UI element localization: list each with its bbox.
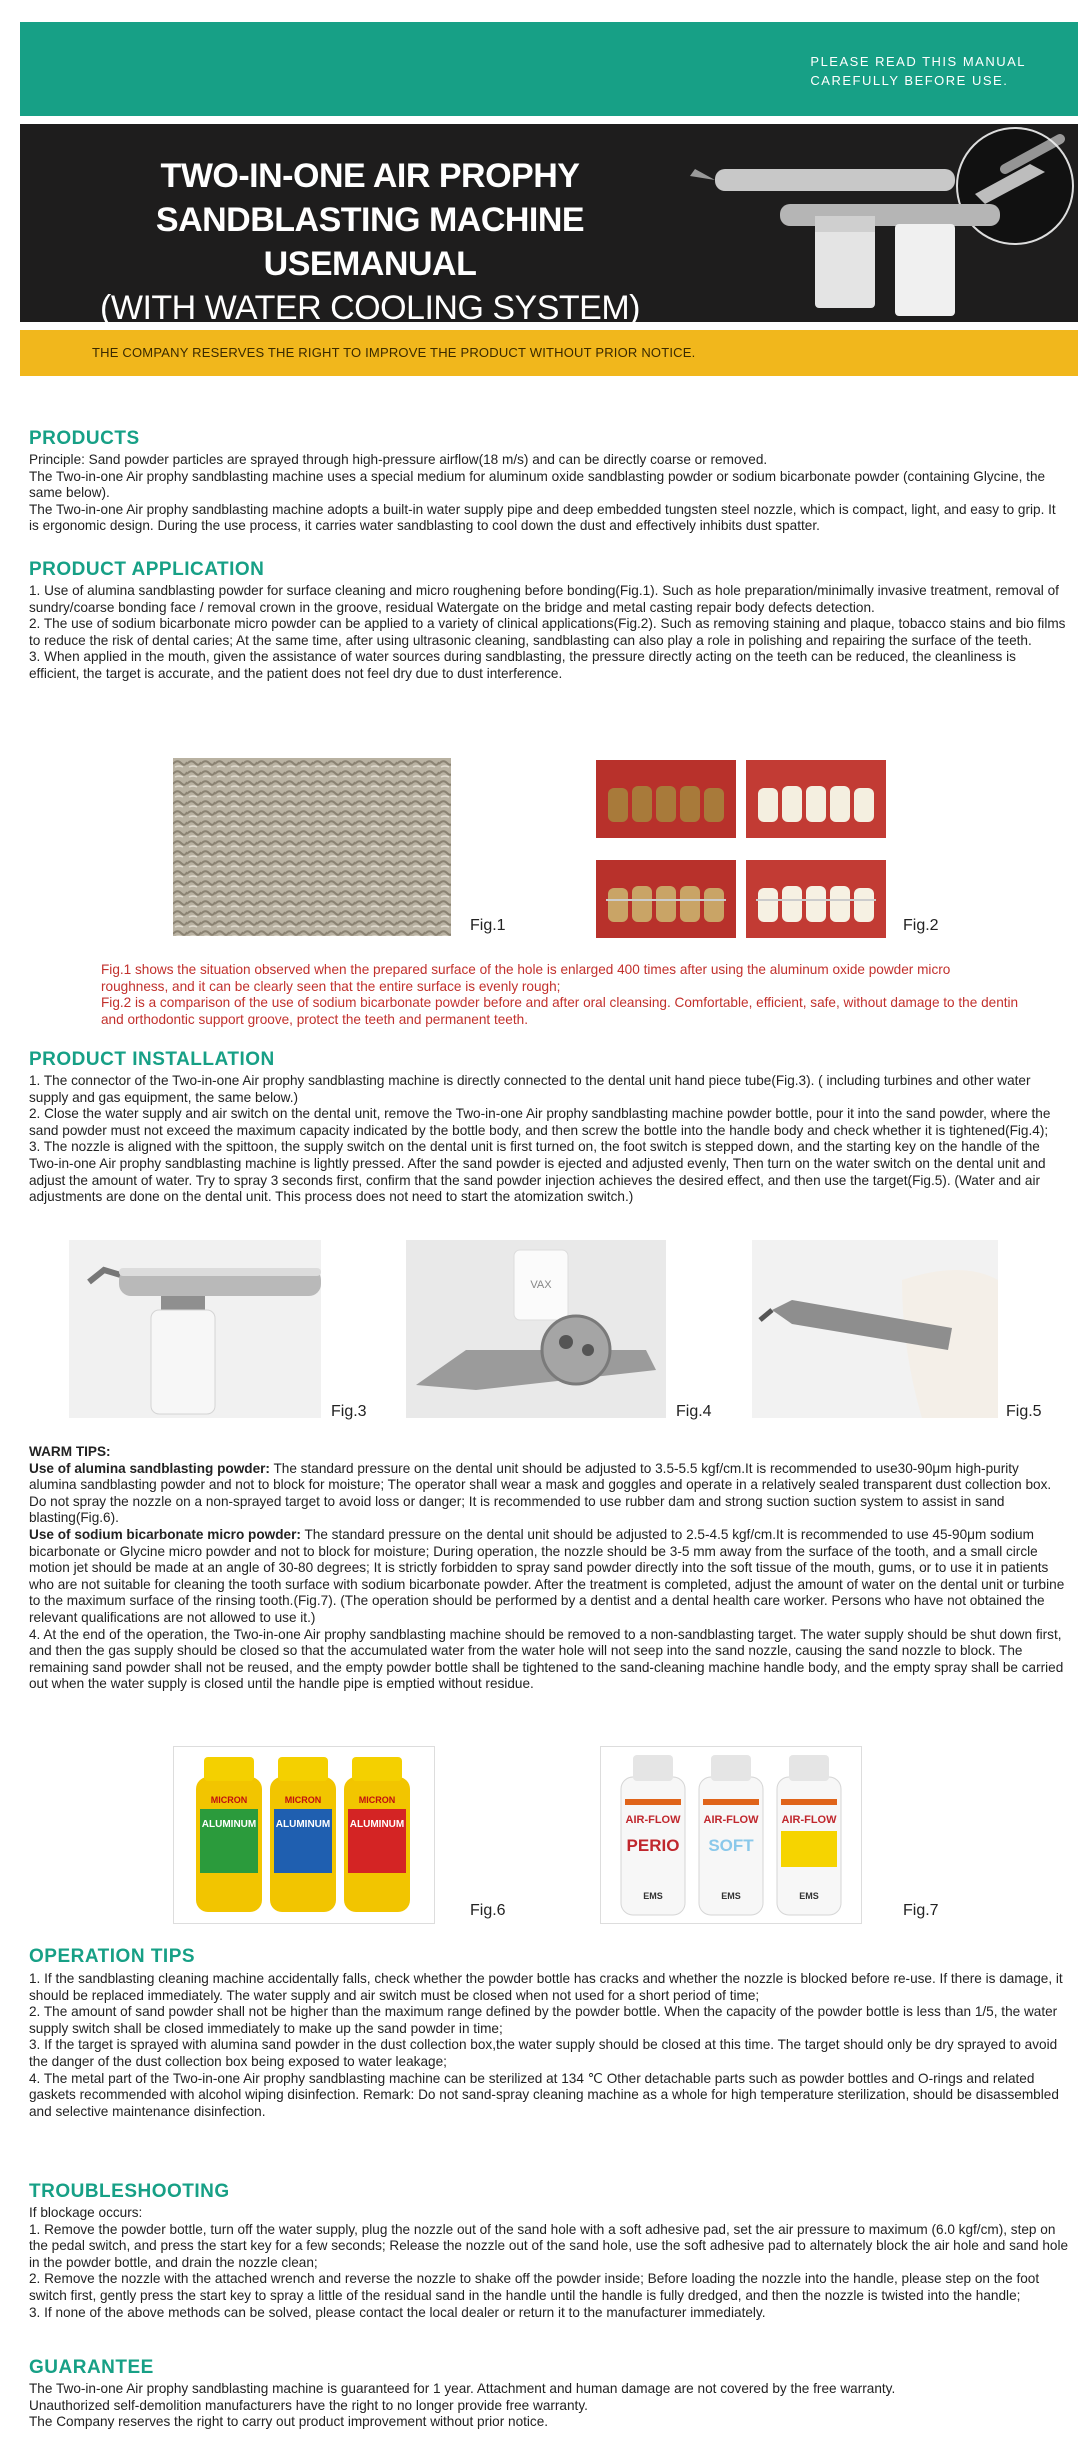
application-heading: PRODUCT APPLICATION xyxy=(29,559,265,580)
bottle-brand-1: MICRON xyxy=(210,1795,248,1805)
guarantee-text xyxy=(29,2381,1069,2431)
operation-line: 3. If the target is sprayed with alumina sand powder in the dust collection box,the water supply should be closed at this time. The target should only be dry sprayed to avoid the danger of the dust collection box being exposed to water leakage; xyxy=(29,2037,1058,2069)
guarantee-line: The Two-in-one Air prophy sandblasting machine is guaranteed for 1 year. Attachment and human damage are not covered by the free warranty. xyxy=(29,2381,896,2396)
fig2-image xyxy=(596,760,886,938)
products-line: The Two-in-one Air prophy sandblasting machine uses a special medium for aluminum oxide sandblasting powder or sodium bicarbonate powder (containing Glycine, the same below). xyxy=(29,468,1046,501)
title-line-3: (WITH WATER COOLING SYSTEM) xyxy=(100,289,640,327)
airflow-brand-1: AIR-FLOW xyxy=(625,1814,681,1826)
fig7-label: Fig.7 xyxy=(903,1902,939,1919)
fig6-label: Fig.6 xyxy=(470,1902,506,1919)
warm-item-4: 4. At the end of the operation, the Two-in-one Air prophy sandblasting machine should be removed to a non-sandblasting target. The water supply should be shut down first, and then the gas supply should be closed so that the accumulated water from the water hole will not seep into the sand nozzle, causing the sand nozzle to block. The remaining sand powder shall not be reused, and the empty powder bottle shall be tightened to the sand-cleaning machine handle body, and the empty spray shall be carried out when the water supply is closed until the handle pipe is emptied without residue. xyxy=(29,1626,1064,1692)
fig5-label: Fig.5 xyxy=(1006,1403,1042,1420)
bottle-brand-2: MICRON xyxy=(284,1795,322,1805)
airflow-soft: SOFT xyxy=(708,1836,754,1855)
airflow-perio: PERIO xyxy=(626,1836,680,1855)
figure-captions xyxy=(101,962,1021,1028)
sodium-label: Use of sodium bicarbonate micro powder: xyxy=(29,1526,301,1542)
fig3-label: Fig.3 xyxy=(331,1403,367,1420)
installation-line: 3. The nozzle is aligned with the spittoon, the supply switch on the dental unit is first turned on, the foot switch is stepped down, and the starting key on the handle of the Two-in-one Air prophy sandblasting machine is lightly pressed. After the sand powder is ejected and adjusted evenly, Then turn on the water switch on the dental unit and adjust the amount of water. Try to spray 3 seconds first, confirm that the sand powder injection achieves the desired effect, and then use the target(Fig.5). (Water and air adjustments are done on the dental unit. This process does not need to start the atomization switch.) xyxy=(29,1139,1046,1205)
troubleshooting-text xyxy=(29,2205,1069,2321)
bottle-brand-3: MICRON xyxy=(358,1795,396,1805)
application-line: 3. When applied in the mouth, given the assistance of water sources during sandblasting, the pressure directly acting on the teeth can be reduced, the cleanliness is efficient, the target is accurate, and the patient does not feel dry due to dust interference. xyxy=(29,649,1016,681)
ems-logo-3: EMS xyxy=(799,1891,819,1901)
header-banner xyxy=(20,22,1078,116)
title-line-2: SANDBLASTING MACHINE USEMANUAL xyxy=(155,201,585,283)
troubleshooting-intro: If blockage occurs: xyxy=(29,2205,143,2220)
application-line: 2. The use of sodium bicarbonate micro powder can be applied to a variety of clinical applications(Fig.2). Such as removing staining and plaque, tobacco stains and bio films to reduce the risk of dental caries; At the same time, after using ultrasonic cleaning, sandblasting can also play a role in polishing and repairing the surface of the teeth. xyxy=(29,616,1066,648)
airflow-brand-2: AIR-FLOW xyxy=(703,1814,759,1826)
guarantee-line: Unauthorized self-demolition manufacturers have the right to no longer provide free warranty. xyxy=(29,2397,588,2413)
fig3-image xyxy=(69,1240,321,1418)
installation-heading: PRODUCT INSTALLATION xyxy=(29,1049,275,1070)
fig5-image xyxy=(752,1240,998,1418)
sandblaster-product-icon xyxy=(685,124,1078,322)
products-text xyxy=(29,452,1069,535)
operation-text xyxy=(29,1971,1069,2120)
operation-heading: OPERATION TIPS xyxy=(29,1946,196,1967)
warm-alumina xyxy=(29,1461,1069,1527)
installation-line: 1. The connector of the Two-in-one Air prophy sandblasting machine is directly connected to the dental unit hand piece tube(Fig.3). ( including turbines and other water supply and gas equipment, the same below.) xyxy=(29,1073,1031,1105)
application-text xyxy=(29,583,1069,683)
troubleshooting-line: 2. Remove the nozzle with the attached wrench and reverse the nozzle to shake off the powder inside; Before loading the nozzle into the handle, please step on the foot switch first, gently press the start key to spray a little of the residual sand in the handle until the handle is fully dredged, and then the nozzle is twisted into the handle; xyxy=(29,2271,1040,2303)
notice-bar xyxy=(20,330,1078,376)
ems-logo-1: EMS xyxy=(643,1891,663,1901)
guarantee-heading: GUARANTEE xyxy=(29,2357,154,2378)
manual-title xyxy=(60,154,680,330)
warm-tips-heading: WARM TIPS: xyxy=(29,1444,111,1459)
installation-text xyxy=(29,1073,1069,1206)
fig2-label: Fig.2 xyxy=(903,917,939,934)
title-banner xyxy=(20,124,1078,327)
troubleshooting-line: 1. Remove the powder bottle, turn off the water supply, plug the nozzle out of the sand hole with a soft adhesive pad, set the air pressure to maximum (6.0 kgf/cm), step on the pedal switch, and press the start key for a few seconds; Release the nozzle out of the sand hole, use the soft adhesive pad to alternately block the air hole and sand hole in the powder bottle, and drain the nozzle clean; xyxy=(29,2221,1069,2270)
fig6-image xyxy=(173,1746,435,1924)
products-heading: PRODUCTS xyxy=(29,428,140,449)
installation-line: 2. Close the water supply and air switch on the dental unit, remove the Two-in-one Air prophy sandblasting machine powder bottle, pour it into the sand powder, where the sand powder must not exceed the maximum capacity indicated by the bottle body, and then screw the bottle into the handle body and check whether it is tightened(Fig.4); xyxy=(29,1106,1051,1138)
fig1-caption: Fig.1 shows the situation observed when the prepared surface of the hole is enlarged 400 times after using the aluminum oxide powder micro roughness, and it can be clearly seen that the entire surface is evenly rough; xyxy=(101,962,951,994)
fig7-image xyxy=(600,1746,862,1924)
title-line-1: TWO-IN-ONE AIR PROPHY xyxy=(160,157,580,195)
bottle-label-2: ALUMINUM xyxy=(275,1819,331,1830)
sodium-text: The standard pressure on the dental unit should be adjusted to 2.5-4.5 kgf/cm.It is recommended to use 45-90μm sodium bicarbonate or Glycine micro powder and not to block for moisture; During operation, the nozzle should be 3-5 mm away from the surface of the tooth, and a small circle motion jet should be made at an angle of 30-80 degrees; It is strictly forbidden to spray sand powder directly into the soft tissue of the mouth, gums, or to use it in patients who are not suitable for cleaning the tooth surface with sodium bicarbonate powder. After the treatment is completed, adjust the amount of water on the dental unit or turbine to the maximum surface of the rinsing tooth.(Fig.7). (The operation should be performed by a dentist and a dental health care worker. Persons who have not obtained the relevant qualifications are not allowed to use it.) xyxy=(29,1526,1065,1625)
guarantee-line: The Company reserves the right to carry out product improvement without prior notice. xyxy=(29,2414,549,2430)
fig4-image xyxy=(406,1240,666,1418)
fig1-label: Fig.1 xyxy=(470,917,506,934)
troubleshooting-heading: TROUBLESHOOTING xyxy=(29,2181,230,2202)
ems-logo-2: EMS xyxy=(721,1891,741,1901)
fig1-image xyxy=(173,758,451,936)
application-line: 1. Use of alumina sandblasting powder for surface cleaning and micro roughening before bonding(Fig.1). Such as hole preparation/minimally invasive treatment, removal of sundry/coarse bonding face / removal crown in the groove, residual Watergate on the bridge and metal casting repair body defects detection. xyxy=(29,583,1059,615)
fig4-label: Fig.4 xyxy=(676,1403,712,1420)
products-line: The Two-in-one Air prophy sandblasting machine adopts a built-in water supply pipe and deep embedded tungsten steel nozzle, which is compact, light, and easy to grip. It is ergonomic design. During the use process, it carries water sandblasting to cool down the dust and effectively inhibits dust spatter. xyxy=(29,501,1056,534)
troubleshooting-line: 3. If none of the above methods can be solved, please contact the local dealer or return it to the manufacturer immediately. xyxy=(29,2304,766,2320)
vax-label: VAX xyxy=(530,1279,552,1291)
fig2-caption: Fig.2 is a comparison of the use of sodium bicarbonate powder before and after oral cleansing. Comfortable, efficient, safe, without damage to the dentin and orthodontic support groove, protect the teeth and permanent teeth. xyxy=(101,995,1019,1027)
airflow-brand-3: AIR-FLOW xyxy=(781,1814,837,1826)
operation-line: 1. If the sandblasting cleaning machine accidentally falls, check whether the powder bottle has cracks and whether the nozzle is blocked before re-use. If there is damage, it should be replaced immediately. The water supply and air switch must be closed when not used for a short period of time; xyxy=(29,1971,1063,2003)
bottle-label-3: ALUMINUM xyxy=(349,1819,405,1830)
products-line: Principle: Sand powder particles are sprayed through high-pressure airflow(18 m/s) and can be directly coarse or removed. xyxy=(29,452,768,467)
rights-notice: THE COMPANY RESERVES THE RIGHT TO IMPROVE THE PRODUCT WITHOUT PRIOR NOTICE. xyxy=(92,345,696,360)
alumina-text: The standard pressure on the dental unit should be adjusted to 3.5-5.5 kgf/cm.It is recommended to use30-90μm high-purity alumina sandblasting powder and not to block for moisture; The operator shall wear a mask and goggles and operate in a relatively sealed transparent dust collection box. Do not spray the nozzle on a non-sprayed target to avoid loss or danger; It is recommended to use rubber dam and strong suction suction system to assist in sand blasting(Fig.6). xyxy=(29,1460,1052,1526)
read-manual-notice: PLEASE READ THIS MANUAL CAREFULLY BEFORE USE. xyxy=(810,54,1026,88)
operation-line: 4. The metal part of the Two-in-one Air prophy sandblasting machine can be sterilized at 134 ℃ Other detachable parts such as powder bottles and O-rings and related gaskets recommended with alcohol wiping disinfection. Remark: Do not sand-spray cleaning machine as a whole for high temperature sterilization, should be disassembled and selective maintenance disinfection. xyxy=(29,2070,1059,2119)
operation-line: 2. The amount of sand powder shall not be higher than the maximum range defined by the powder bottle. When the capacity of the powder bottle is less than 1/5, the water supply switch shall be closed immediately to make up the sand powder in time; xyxy=(29,2004,1058,2036)
alumina-label: Use of alumina sandblasting powder: xyxy=(29,1460,270,1476)
bottle-label-1: ALUMINUM xyxy=(201,1819,257,1830)
warm-sodium xyxy=(29,1527,1069,1627)
warm-tips-text xyxy=(29,1444,1069,1693)
